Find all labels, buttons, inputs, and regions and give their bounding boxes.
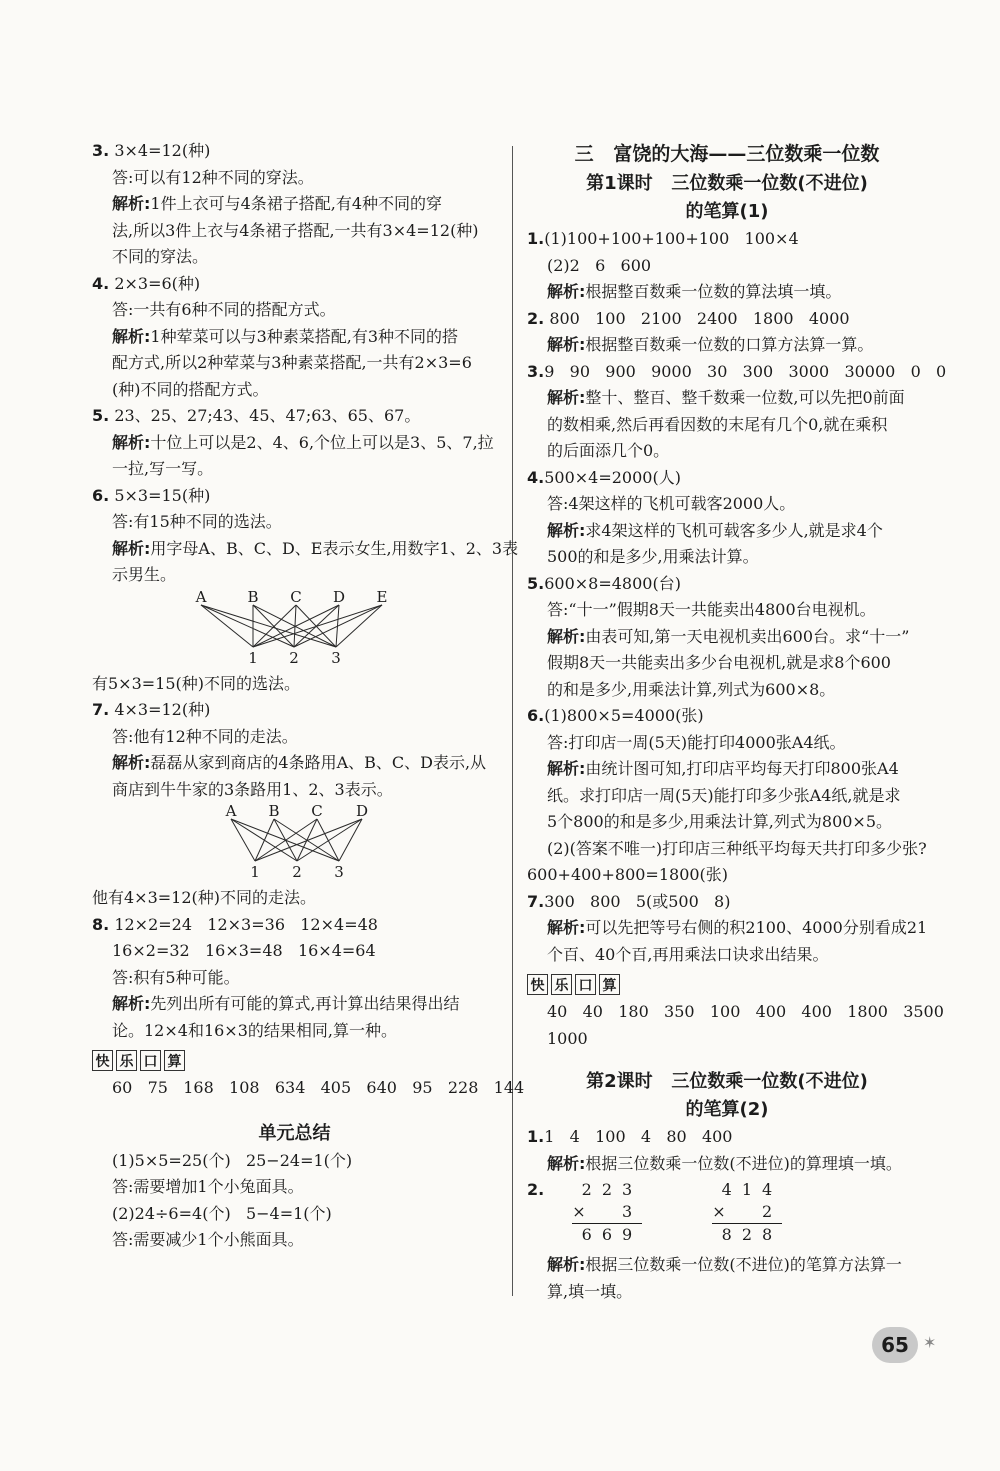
answer-text: 9 90 900 9000 30 300 3000 30000 0 0: [544, 361, 947, 381]
route-diagram: [92, 803, 497, 881]
analysis-label: 解析:: [547, 335, 586, 354]
badge-char: 口: [140, 1050, 161, 1071]
lesson1-answer-2: [527, 306, 927, 359]
equation: 2×3=6(种): [114, 273, 201, 293]
column-divider: [512, 146, 513, 1296]
pairing-lines: [201, 605, 382, 647]
analysis-text: 一拉,写一写。: [112, 459, 214, 478]
analysis-text: 磊磊从家到商店的4条路用A、B、C、D表示,从: [150, 753, 487, 772]
analysis-text: 假期8天一共能卖出多少台电视机,就是求8个600: [547, 653, 891, 672]
lesson2-answer-1: [527, 1124, 927, 1177]
analysis-text: 个百、40个百,再用乘法口诀求出结果。: [547, 944, 829, 964]
analysis-text: 根据整百数乘一位数的口算方法算一算。: [585, 335, 874, 354]
mental-math-answers: 1000: [547, 1028, 588, 1048]
question-number: 4.: [92, 273, 110, 293]
analysis-text: 的和是多少,用乘法计算,列式为600×8。: [547, 679, 836, 699]
boy-label: 1: [248, 648, 258, 667]
route-label: 2: [292, 863, 302, 881]
answer-7: [92, 697, 497, 912]
route-label: C: [311, 803, 323, 820]
question-number: 4.: [527, 467, 545, 487]
lesson-title-cont: 的笔算(2): [685, 1099, 769, 1120]
lesson2-answer-2: [527, 1177, 927, 1305]
pairing-line: [253, 605, 382, 647]
analysis-text: 算,填一填。: [547, 1281, 633, 1301]
multiplicand: 223: [581, 1180, 643, 1199]
girl-label: E: [376, 588, 388, 606]
question-number: 1.: [527, 229, 545, 248]
left-column: [92, 138, 525, 1254]
star-icon: ✶: [923, 1333, 937, 1352]
equation: 4×3=12(种): [114, 700, 211, 719]
product: 828: [721, 1225, 783, 1244]
route-line: [231, 819, 255, 861]
analysis-text: 由表可知,第一天电视机卖出600台。求“十一”: [585, 626, 910, 646]
analysis-label: 解析:: [112, 753, 151, 772]
analysis-text: 5个800的和是多少,用乘法计算,列式为800×5。: [547, 812, 893, 831]
answer-text: (2)2 6 600: [547, 255, 652, 275]
badge-char: 口: [575, 974, 596, 995]
route-line: [317, 819, 339, 861]
equation: 500×4=2000(人): [544, 467, 681, 487]
question-number: 6.: [92, 485, 110, 505]
question-number: 7.: [92, 700, 110, 719]
conclusion-text: 有5×3=15(种)不同的选法。: [92, 673, 301, 693]
pairing-line: [294, 605, 382, 647]
question-number: 6.: [527, 706, 545, 725]
analysis-label: 解析:: [112, 538, 151, 558]
analysis-text: 500的和是多少,用乘法计算。: [547, 547, 759, 566]
answer-text: 答:“十一”假期8天一共能卖出4800台电视机。: [547, 600, 876, 619]
equation: 23、25、27;43、45、47;63、65、67。: [114, 406, 421, 425]
question-number: 5.: [527, 573, 545, 593]
multiplier: 3: [622, 1202, 643, 1221]
analysis-text: 论。12×4和16×3的结果相同,算一种。: [112, 1020, 397, 1040]
answer-text: 答:他有12种不同的走法。: [112, 726, 298, 746]
summary-line: (2)24÷6=4(个) 5−4=1(个): [112, 1203, 332, 1223]
question-number: 5.: [92, 406, 110, 425]
analysis-label: 解析:: [547, 1255, 586, 1274]
analysis-text: (种)不同的搭配方式。: [112, 379, 269, 399]
mental-math-answers: 60 75 168 108 634 405 640 95 228 144: [112, 1078, 525, 1097]
route-label: D: [355, 803, 369, 820]
mental-math-answers: 40 40 180 350 100 400 400 1800 3500: [547, 1002, 944, 1021]
analysis-label: 解析:: [547, 759, 586, 778]
girl-label: B: [247, 588, 259, 606]
analysis-text: 求4架这样的飞机可载客多少人,就是求4个: [585, 520, 883, 540]
equation: (1)800×5=4000(张): [544, 706, 704, 725]
equation: 3×4=12(种): [114, 141, 211, 160]
pairing-diagram-girls-boys: [92, 589, 497, 667]
analysis-label: 解析:: [547, 918, 586, 937]
question-number: 7.: [527, 891, 545, 911]
multiplier: 2: [762, 1202, 783, 1221]
analysis-label: 解析:: [547, 520, 586, 540]
lesson1-answer-6: [527, 703, 927, 889]
question-number: 3.: [92, 141, 110, 160]
times-sign: ×: [572, 1202, 586, 1221]
analysis-text: 1件上衣可与4条裙子搭配,有4种不同的穿: [150, 194, 443, 213]
analysis-label: 解析:: [112, 432, 151, 452]
answer-text: 答:一共有6种不同的搭配方式。: [112, 300, 336, 319]
analysis-text: 的数相乘,然后再看因数的末尾有几个0,就在乘积: [547, 414, 888, 434]
vertical-multiplication: [712, 1179, 782, 1246]
lesson-title-cont: 的笔算(1): [685, 201, 769, 222]
analysis-text: 先列出所有可能的算式,再计算出结果得出结: [150, 994, 460, 1013]
route-lines: [231, 819, 362, 861]
answer-8: [92, 912, 497, 1045]
badge-char: 快: [92, 1050, 113, 1071]
product: 669: [581, 1225, 643, 1244]
analysis-label: 解析:: [112, 994, 151, 1013]
question-number: 2.: [527, 308, 545, 328]
analysis-text: 1种荤菜可以与3种素菜搭配,有3种不同的搭: [150, 326, 459, 346]
answer-text: 1 4 100 4 80 400: [544, 1127, 733, 1146]
analysis-text: 商店到牛牛家的3条路用1、2、3表示。: [112, 779, 393, 799]
answer-6: [92, 483, 519, 698]
summary-line: 答:需要减少1个小熊面具。: [112, 1230, 304, 1249]
summary-line: 答:需要增加1个小兔面具。: [112, 1177, 304, 1196]
lesson1-answer-3: [527, 359, 947, 465]
analysis-text: 纸。求打印店一周(5天)能打印多少张A4纸,就是求: [547, 785, 901, 805]
girl-label: C: [290, 588, 302, 606]
lesson1-answer-5: [527, 571, 927, 704]
boy-label: 2: [289, 648, 299, 667]
analysis-label: 解析:: [547, 282, 586, 301]
pairing-line: [336, 605, 382, 647]
right-column: [527, 138, 947, 1305]
lesson1-answer-7: [527, 889, 927, 969]
answer-text: 答:可以有12种不同的穿法。: [112, 167, 314, 187]
answer-text: 答:积有5种可能。: [112, 967, 240, 987]
girl-label: A: [195, 588, 207, 606]
analysis-text: 不同的穿法。: [112, 247, 209, 266]
route-label: A: [225, 803, 237, 820]
question-number: 2.: [527, 1180, 545, 1199]
answer-text: 答:打印店一周(5天)能打印4000张A4纸。: [547, 732, 846, 752]
analysis-text: 整十、整百、整千数乘一位数,可以先把0前面: [585, 388, 905, 407]
kuaile-kousuan-badge: [527, 974, 927, 995]
analysis-label: 解析:: [112, 194, 151, 213]
analysis-text: 可以先把等号右侧的积2100、4000分别看成21: [585, 918, 928, 937]
summary-line: (1)5×5=25(个) 25−24=1(个): [112, 1150, 353, 1170]
route-label: 3: [334, 863, 344, 881]
lesson-title: 第1课时 三位数乘一位数(不进位): [586, 173, 868, 194]
analysis-text: 根据三位数乘一位数(不进位)的笔算方法算一: [585, 1255, 902, 1274]
equation: 600+400+800=1800(张): [527, 865, 729, 884]
equation-row: 16×2=32 16×3=48 16×4=64: [112, 941, 376, 960]
badge-char: 算: [164, 1050, 185, 1071]
question-number: 3.: [527, 361, 545, 381]
answer-text: 800 100 2100 2400 1800 4000: [549, 308, 850, 328]
analysis-text: 根据整百数乘一位数的算法填一填。: [585, 282, 842, 301]
pairing-line: [201, 605, 253, 647]
analysis-text: 用字母A、B、C、D、E表示女生,用数字1、2、3表: [150, 538, 519, 558]
conclusion-text: 他有4×3=12(种)不同的走法。: [92, 888, 317, 907]
chapter-title: 三 富饶的大海——三位数乘一位数: [574, 143, 880, 165]
answer-4: [92, 271, 497, 404]
badge-char: 快: [527, 974, 548, 995]
vertical-multiplication: [572, 1179, 642, 1246]
badge-char: 算: [599, 974, 620, 995]
equation-row: 12×2=24 12×3=36 12×4=48: [114, 914, 378, 934]
analysis-text: 配方式,所以2种荤菜与3种素菜搭配,一共有2×3=6: [112, 353, 472, 372]
question-number: 8.: [92, 914, 110, 934]
equation: 5×3=15(种): [114, 485, 211, 505]
answer-text: 答:4架这样的飞机可载客2000人。: [547, 494, 796, 513]
analysis-text: 由统计图可知,打印店平均每天打印800张A4: [585, 759, 899, 778]
equation: 600×8=4800(台): [544, 573, 681, 593]
boy-label: 3: [331, 648, 341, 667]
page-number: 65: [872, 1327, 918, 1363]
lesson-title: 第2课时 三位数乘一位数(不进位): [586, 1071, 868, 1092]
analysis-label: 解析:: [547, 626, 586, 646]
kuaile-kousuan-badge: [92, 1050, 497, 1071]
unit-summary-title: 单元总结: [258, 1122, 331, 1144]
answer-text: (1)100+100+100+100 100×4: [544, 229, 799, 248]
route-line: [339, 819, 362, 861]
lesson1-answer-4: [527, 465, 927, 571]
answer-3: [92, 138, 497, 271]
answer-text: 答:有15种不同的选法。: [112, 512, 282, 531]
analysis-text: 根据三位数乘一位数(不进位)的算理填一填。: [585, 1153, 902, 1173]
times-sign: ×: [712, 1202, 726, 1221]
answer-text: 300 800 5(或500 8): [544, 891, 731, 911]
route-label: 1: [250, 863, 260, 881]
analysis-label: 解析:: [547, 1153, 586, 1173]
multiplicand: 414: [721, 1180, 783, 1199]
analysis-text: 十位上可以是2、4、6,个位上可以是3、5、7,拉: [150, 432, 494, 452]
badge-char: 乐: [551, 974, 572, 995]
badge-char: 乐: [116, 1050, 137, 1071]
analysis-text: 的后面添几个0。: [547, 441, 670, 460]
question-number: 1.: [527, 1127, 545, 1146]
route-label: B: [268, 803, 280, 820]
analysis-text: 法,所以3件上衣与4条裙子搭配,一共有3×4=12(种): [112, 220, 479, 240]
girl-label: D: [332, 588, 346, 606]
analysis-label: 解析:: [547, 388, 586, 407]
pairing-line: [201, 605, 294, 647]
lesson1-answer-1: [527, 226, 927, 306]
analysis-text: 示男生。: [112, 565, 177, 584]
analysis-label: 解析:: [112, 326, 151, 346]
answer-text: (2)(答案不唯一)打印店三种纸平均每天共打印多少张?: [547, 838, 927, 858]
answer-5: [92, 403, 497, 483]
